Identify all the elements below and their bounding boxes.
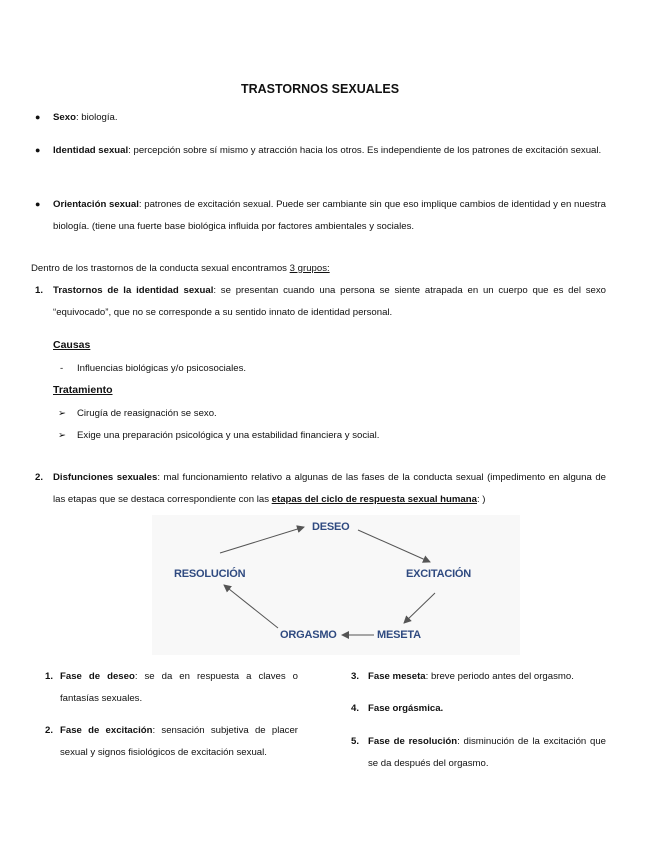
definition-orientacion	[53, 194, 606, 238]
definition-text: : percepción sobre sí mismo y atracción hacia los otros. Es independiente de los patrones de excitación sexual.	[128, 145, 602, 156]
sexual-response-cycle-diagram	[152, 515, 520, 655]
arrow-bullet-icon: ➢	[58, 408, 67, 419]
phase-orgasmica	[368, 698, 606, 720]
group-number: 1.	[35, 285, 44, 296]
diagram-label-resolucion: RESOLUCIÓN	[174, 568, 246, 580]
group-text: : mal funcionamiento relativo a algunas de las fases de la conducta sexual (impedimento en alguna de las etapas que se destaca correspondiente con las	[53, 472, 606, 505]
arrow-orgasmo-resolucion	[224, 585, 278, 628]
diagram-label-deseo: DESEO	[312, 521, 350, 533]
phase-number: 4.	[351, 703, 360, 714]
phase-term: Fase meseta	[368, 671, 426, 682]
definition-sexo	[53, 107, 606, 129]
group-term: Trastornos de la identidad sexual	[53, 285, 214, 296]
group-number: 2.	[35, 472, 44, 483]
treatment-heading: Tratamiento	[53, 384, 113, 396]
intro-text: Dentro de los trastornos de la conducta sexual encontramos	[31, 263, 290, 274]
cause-item: Influencias biológicas y/o psicosociales.	[77, 363, 247, 374]
cycle-link: etapas del ciclo de respuesta sexual humana	[271, 494, 477, 505]
phase-number: 1.	[45, 671, 54, 682]
phase-text: : disminución de la excitación que se da después del orgasmo.	[368, 736, 606, 769]
causes-heading: Causas	[53, 339, 91, 351]
definition-term: Identidad sexual	[53, 145, 129, 156]
bullet-icon: ●	[35, 199, 41, 209]
bullet-icon: ●	[35, 145, 41, 155]
bullet-icon: ●	[35, 112, 41, 122]
diagram-label-excitacion: EXCITACIÓN	[406, 568, 472, 580]
phase-term: Fase de excitación	[60, 725, 153, 736]
treatment-item: Cirugía de reasignación se sexo.	[77, 408, 217, 419]
group-text: : se presentan cuando una persona se siente atrapada en un cuerpo que es del sexo “equivocado”, que no se corresponde a su sentido innato de identidad personal.	[53, 285, 606, 318]
phase-text: : sensación subjetiva de placer sexual y signos fisiológicos de excitación sexual.	[60, 725, 298, 758]
treatment-item: Exige una preparación psicológica y una estabilidad financiera y social.	[77, 430, 380, 441]
group-disfunciones	[53, 467, 606, 511]
definition-text: : patrones de excitación sexual. Puede ser cambiante sin que eso implique cambios de identidad y en nuestra biología. (tiene una fuerte base biológica influida por factores ambientales y sociales.	[53, 199, 606, 232]
definition-text: : biología.	[75, 112, 118, 123]
phase-term: Fase orgásmica.	[368, 703, 444, 714]
arrow-excitacion-meseta	[404, 593, 435, 623]
page-title: TRASTORNOS SEXUALES	[240, 82, 400, 96]
intro-groups-link: 3 grupos:	[289, 263, 330, 274]
phase-meseta	[368, 666, 606, 688]
diagram-label-meseta: MESETA	[377, 629, 421, 641]
definition-term: Orientación sexual	[53, 199, 139, 210]
phase-term: Fase de deseo	[60, 671, 135, 682]
phase-number: 2.	[45, 725, 54, 736]
arrow-bullet-icon: ➢	[58, 430, 67, 441]
group-term: Disfunciones sexuales	[53, 472, 158, 483]
group-text-end: : )	[476, 494, 486, 505]
arrow-deseo-excitacion	[358, 530, 430, 562]
diagram-label-orgasmo: ORGASMO	[280, 629, 337, 641]
group-identidad	[53, 280, 606, 324]
phase-text: : breve periodo antes del orgasmo.	[425, 671, 574, 682]
phase-term: Fase de resolución	[368, 736, 458, 747]
definition-identidad	[53, 140, 606, 162]
groups-intro	[31, 258, 606, 280]
phase-number: 3.	[351, 671, 360, 682]
phase-number: 5.	[351, 736, 360, 747]
definition-term: Sexo	[53, 112, 76, 123]
phase-text: : se da en respuesta a claves o fantasías sexuales.	[60, 671, 299, 704]
arrow-resolucion-deseo	[220, 527, 304, 553]
phase-excitacion	[60, 720, 298, 764]
phase-deseo	[60, 666, 298, 710]
phase-resolucion	[368, 731, 606, 775]
dash-icon: -	[60, 363, 64, 374]
